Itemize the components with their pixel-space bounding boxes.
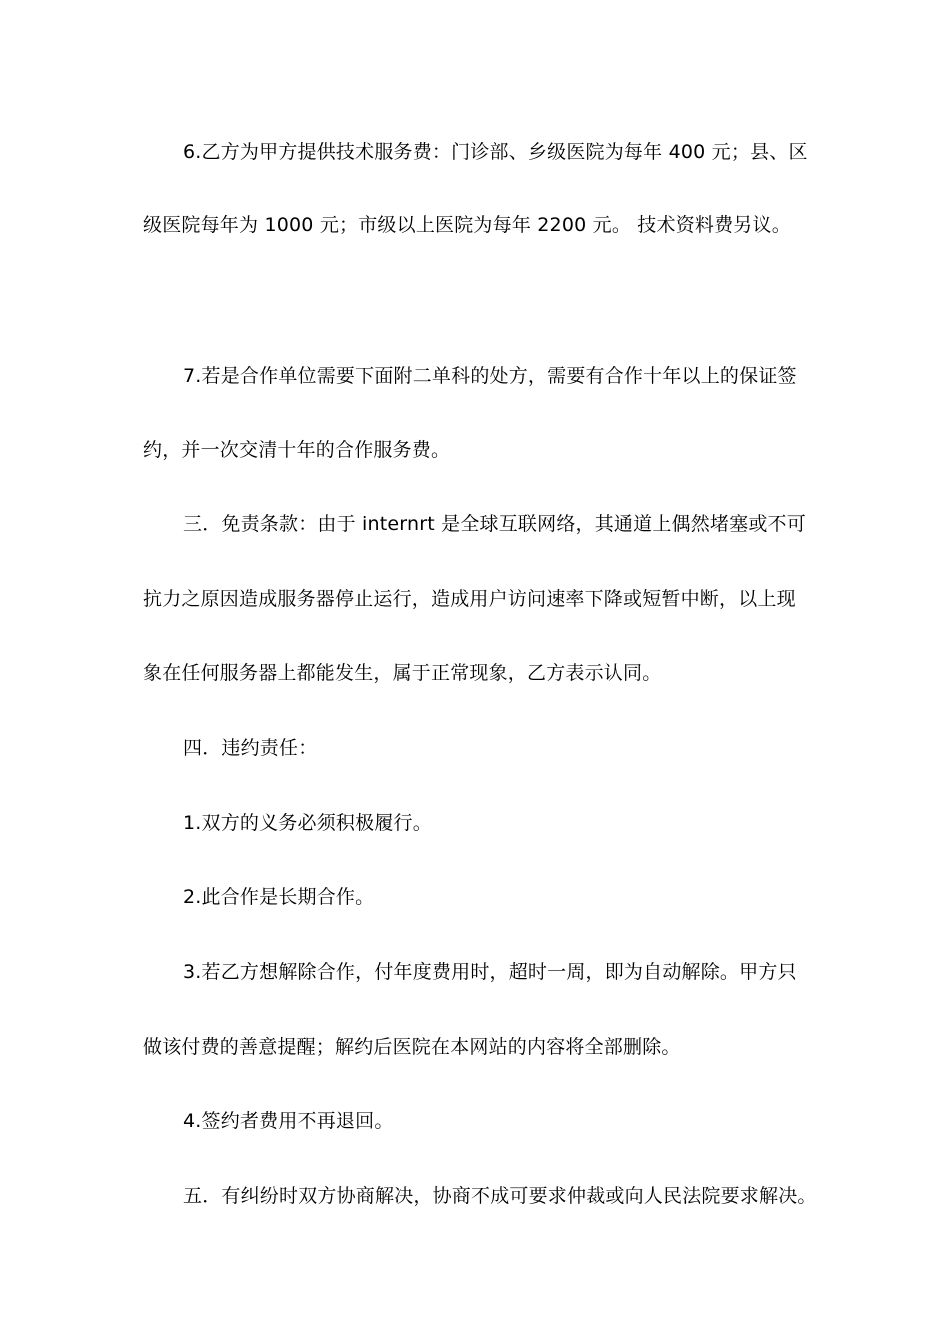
clause-1: 1.双方的义务必须积极履行。 — [183, 812, 432, 834]
paragraph-7-line-1: 7.若是合作单位需要下面附二单科的处方，需要有合作十年以上的保证签 — [183, 365, 797, 387]
clause-3-line-1: 3.若乙方想解除合作，付年度费用时，超时一周，即为自动解除。甲方只 — [183, 961, 797, 983]
section-3-line-1: 三．免责条款：由于 internrt 是全球互联网络，其通道上偶然堵塞或不可 — [183, 513, 806, 535]
section-3-line-3: 象在任何服务器上都能发生，属于正常现象，乙方表示认同。 — [143, 662, 662, 684]
clause-4: 4.签约者费用不再退回。 — [183, 1110, 394, 1132]
section-4-heading: 四．违约责任： — [183, 737, 318, 759]
section-5: 五．有纠纷时双方协商解决，协商不成可要求仲裁或向人民法院要求解决。 — [183, 1185, 817, 1207]
clause-3-line-2: 做该付费的善意提醒；解约后医院在本网站的内容将全部删除。 — [143, 1036, 681, 1058]
paragraph-6-line-2: 级医院每年为 1000 元；市级以上医院为每年 2200 元。 技术资料费另议。 — [143, 214, 791, 236]
paragraph-6-line-1: 6.乙方为甲方提供技术服务费：门诊部、乡级医院为每年 400 元；县、区 — [183, 141, 808, 163]
section-3-line-2: 抗力之原因造成服务器停止运行，造成用户访问速率下降或短暂中断，以上现 — [143, 588, 796, 610]
paragraph-7-line-2: 约，并一次交清十年的合作服务费。 — [143, 439, 451, 461]
clause-2: 2.此合作是长期合作。 — [183, 886, 375, 908]
